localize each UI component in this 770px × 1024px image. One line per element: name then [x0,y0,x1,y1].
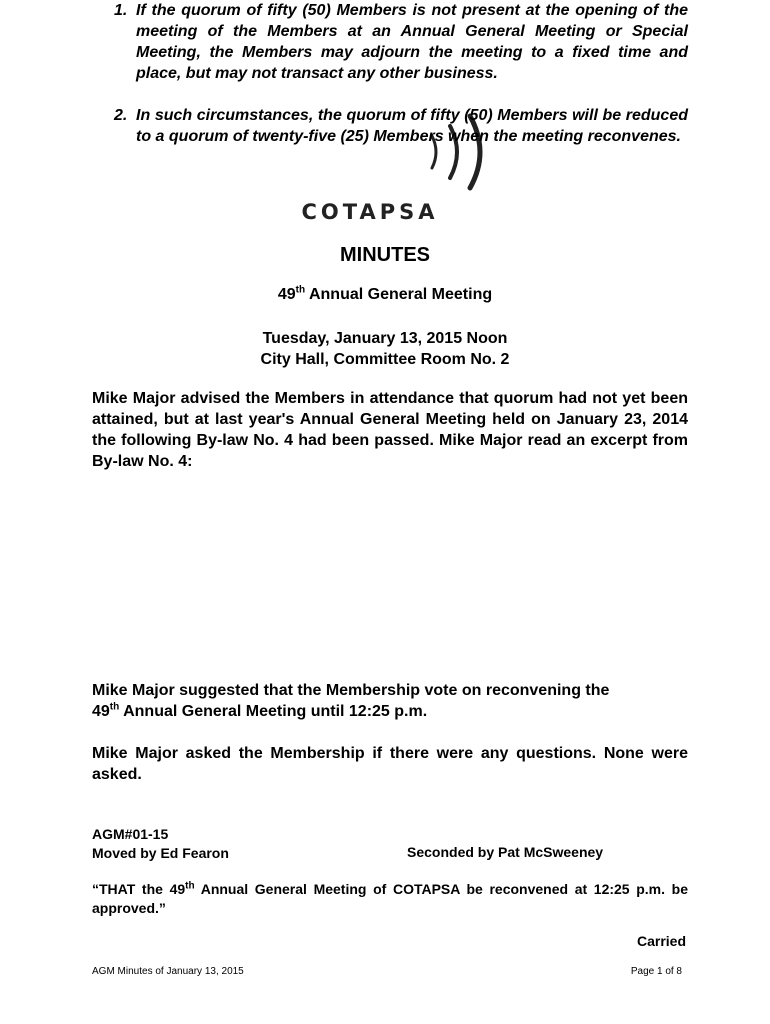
meeting-date: Tuesday, January 13, 2015 Noon [262,330,508,347]
meeting-subtitle: 49th Annual General Meeting [277,284,493,303]
motion-result: Carried [636,933,686,949]
page-title: MINUTES [340,244,430,266]
seconded-by: Seconded by Pat McSweeney [407,844,604,860]
suggestion-paragraph: Mike Major suggested that the Membership vote on reconvening the 49th Annual General Meeting until 12:25 p.m. [92,682,610,720]
bylaw-item-text: If the quorum of fifty (50) Members is not present at the opening of the meeting of the Members at an Annual General Meeting or Special Meeting, the Members may adjourn the meeting to a fixed time and place, but may not transact any other business. [136,2,688,82]
moved-by: Moved by Ed Fearon [92,845,229,861]
intro-paragraph: Mike Major advised the Members in attendance that quorum had not yet been attained, but at last year's Annual General Meeting held on January 23, 2014 the following By-law No. 4 had been passed. Mike Major read an excerpt from By-law No. 4: [92,390,688,470]
bylaw-item-number: 2. [114,107,128,124]
logo-text: COTAPSA [301,200,439,224]
meeting-date-location [0,328,770,370]
motion-text: “THAT the 49th Annual General Meeting of COTAPSA be reconvened at 12:25 p.m. be approved.” [92,880,688,916]
motion-number: AGM#01-15 [92,826,169,842]
meeting-location: City Hall, Committee Room No. 2 [260,351,510,368]
footer-document-title: AGM Minutes of January 13, 2015 [92,966,244,977]
bylaw-item-text: In such circumstances, the quorum of fifty (50) Members will be reduced to a quorum of twenty-five (25) Members when the meeting reconvenes. [136,107,688,145]
footer-page-number: Page 1 of 8 [630,966,682,977]
bylaw-item-number: 1. [114,2,128,19]
questions-paragraph: Mike Major asked the Membership if there were any questions. None were asked. [92,745,688,783]
